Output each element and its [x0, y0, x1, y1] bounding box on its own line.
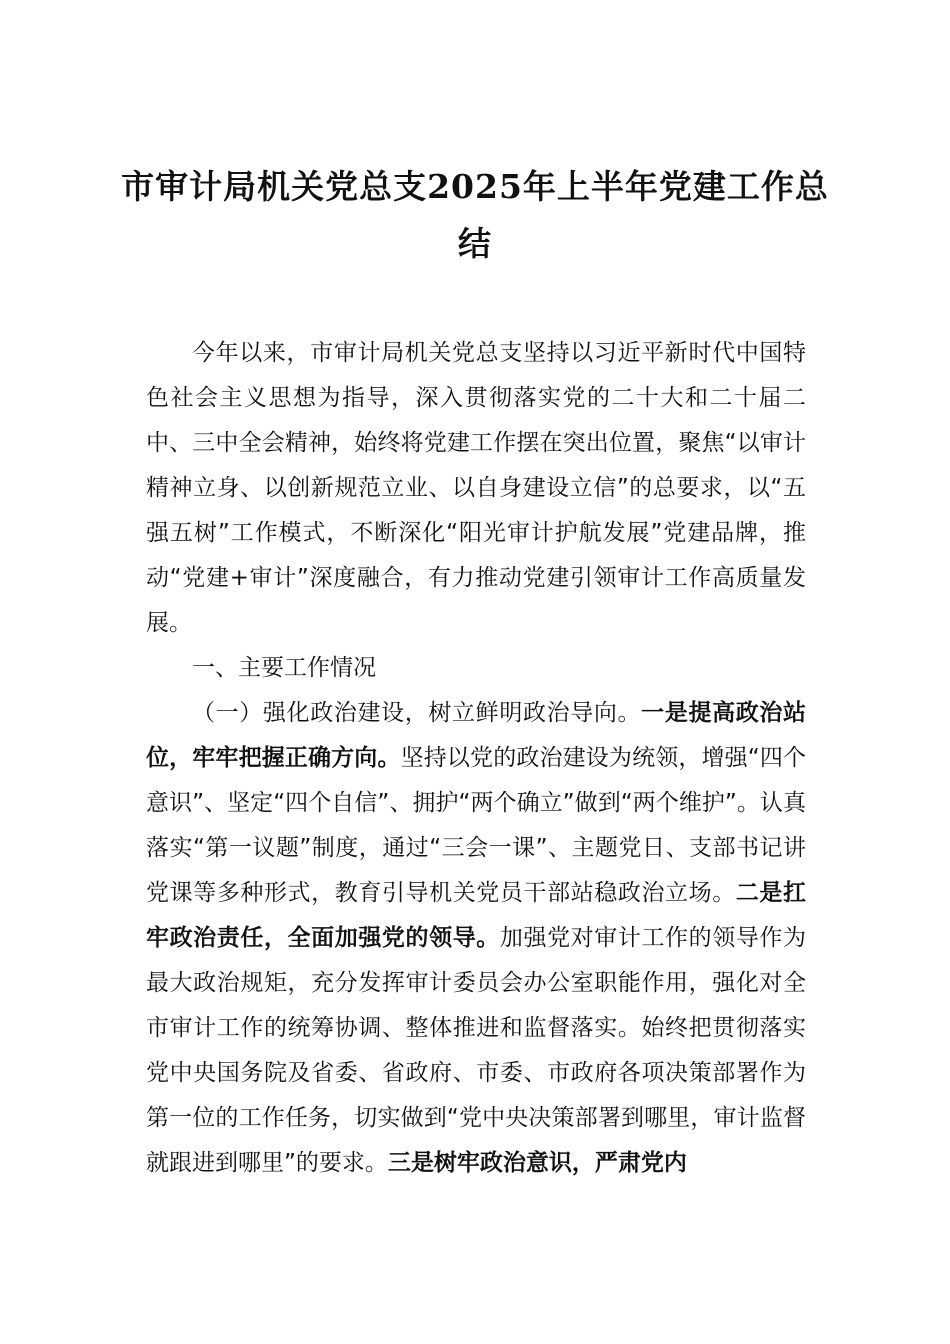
intro-paragraph: 今年以来，市审计局机关党总支坚持以习近平新时代中国特色社会主义思想为指导，深入贯彻落实党的二十大和二十届二中、三中全会精神，始终将党建工作摆在突出位置，聚焦“以审计精神立身、以创新规范立业、以自身建设立信”的总要求，以“五强五树”工作模式，不断深化“阳光审计护航发展”党建品牌，推动“党建+审计”深度融合，有力推动党建引领审计工作高质量发展。 [146, 340, 806, 636]
document-body [146, 331, 806, 1186]
section-paragraph [146, 691, 806, 1186]
subsection-heading: （一）强化政治建设，树立鲜明政治导向。 [192, 700, 642, 726]
point-1-heading: 一是提高政治站位，牢牢把握正确方向。 [146, 700, 807, 771]
point-3-heading: 三是树牢政治意识，严肃党内 [387, 1150, 687, 1176]
point-1-text: 坚持以党的政治建设为统领，增强“四个意识”、坚定“四个自信”、拥护“两个确立”做到“两个维护”。认真落实“第一议题”制度，通过“三会一课”、主题党日、支部书记讲党课等多种形式，教育引导机关党员干部站稳政治立场。 [146, 745, 807, 906]
document-title: 市审计局机关党总支2025年上半年党建工作总结 [121, 167, 829, 263]
section-heading: 一、主要工作情况 [192, 655, 376, 681]
point-2-heading: 二是扛牢政治责任，全面加强党的领导。 [146, 880, 807, 951]
point-2-text: 加强党对审计工作的领导作为最大政治规矩，充分发挥审计委员会办公室职能作用，强化对全市审计工作的统筹协调、整体推进和监督落实。始终把贯彻落实党中央国务院及省委、省政府、市委、市政府各项决策部署作为第一位的工作任务，切实做到“党中央决策部署到哪里，审计监督就跟进到哪里”的要求。 [146, 925, 807, 1176]
